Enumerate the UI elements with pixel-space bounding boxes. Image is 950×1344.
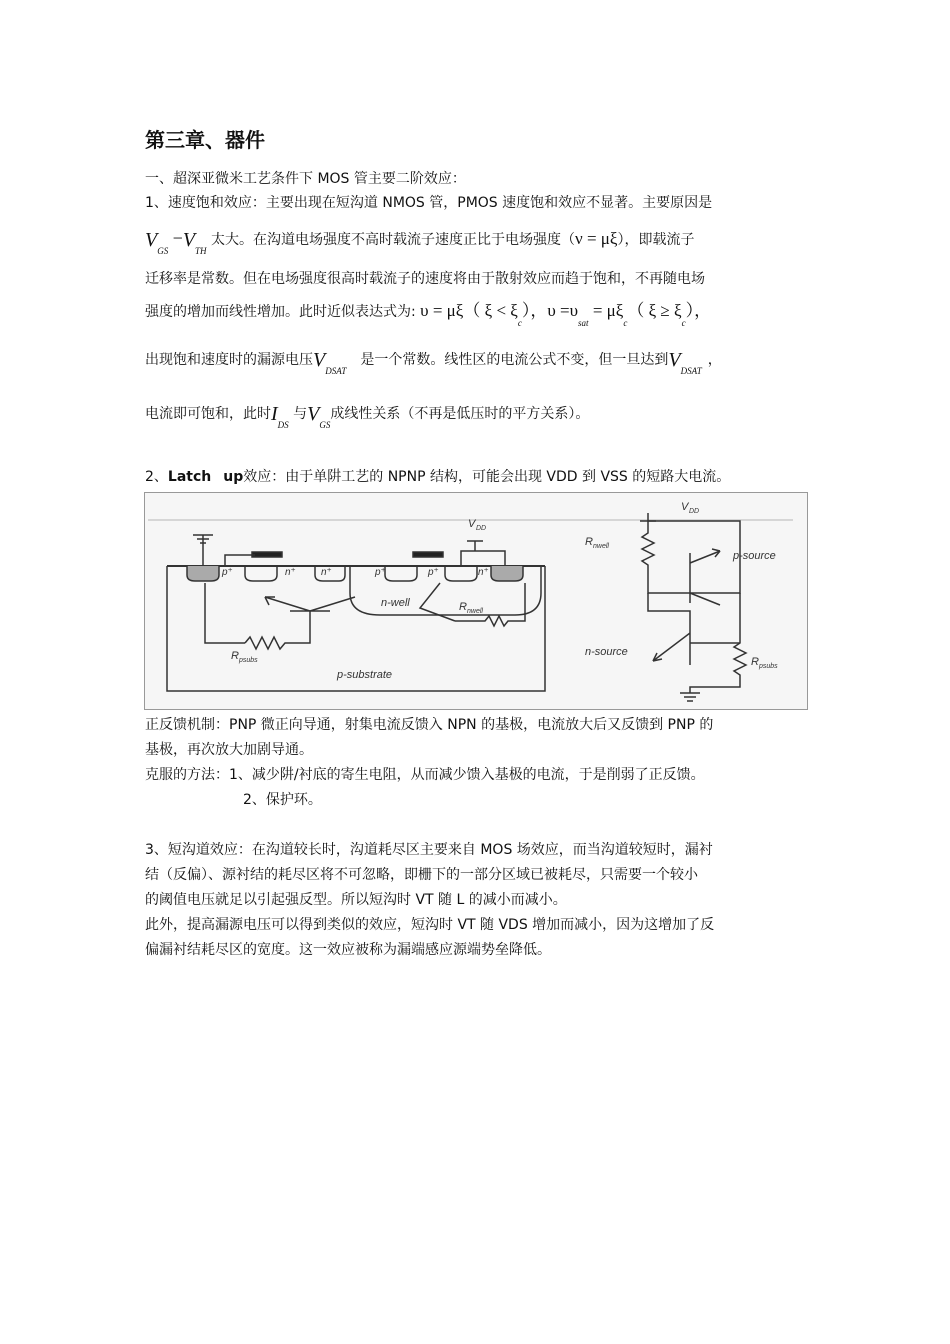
line2-text: 太大。在沟道电场强度不高时载流子速度正比于电场强度（ [211, 232, 576, 248]
label-rpsubs: R [751, 656, 759, 668]
label-rnwell: R [585, 536, 593, 548]
symbol-v: V [307, 403, 320, 425]
label-vdd: V [468, 518, 476, 530]
comma: ， [707, 352, 722, 368]
formula-part3: = μξ [588, 301, 624, 320]
velocity-saturation-line1: 1、速度饱和效应：主要出现在短沟道 NMOS 管，PMOS 速度饱和效应不显著。主要原因是 [145, 195, 713, 211]
short-channel-line4: 此外，提高漏源电压可以得到类似的效应，短沟时 VT 随 VDS 增加而减小，因为这增加了反 [145, 917, 715, 933]
rnwell-branch [642, 521, 740, 593]
method-line1: 克服的方法：1、减少阱/衬底的寄生电阻，从而减少馈入基极的电流，于是削弱了正反馈。 [145, 767, 705, 783]
label-p-substrate: p-substrate [337, 669, 393, 681]
label-vdd: V [681, 501, 689, 513]
equivalent-circuit [640, 513, 746, 701]
sub-dsat: DSAT [680, 366, 702, 376]
label-rpsubs: R [231, 650, 239, 662]
minus: − [172, 228, 183, 248]
vdd-contact-wire [461, 551, 505, 566]
contact-wire [225, 555, 255, 566]
velocity-saturation-line4 [145, 301, 712, 328]
label-vdd-sub: DD [476, 525, 487, 532]
label-nsource: n-source [585, 646, 628, 658]
latchup-line1-rest: 效应：由于单阱工艺的 NPNP 结构，可能会出现 VDD 到 VSS 的短路大电流。 [243, 469, 731, 485]
sub-ds: DS [277, 420, 289, 430]
p-plus-diffusion [445, 566, 477, 581]
formula-part2: ），υ =υ [521, 301, 579, 320]
sub-sat: sat [578, 318, 589, 328]
line6-text-a: 电流即可饱和，此时 [145, 406, 271, 422]
label-rpsubs-sub: psubs [239, 657, 258, 664]
cross-section-labels [221, 518, 489, 681]
latchup-figure [144, 492, 808, 710]
feedback-line1: 正反馈机制：PNP 微正向导通，射集电流反馈入 NPN 的基极，电流放大后又反馈到 PNP 的 [145, 717, 714, 733]
latchup-label-latch: Latch [167, 469, 212, 485]
short-channel-line2: 结（反偏）、源衬结的耗尽区将不可忽略，即栅下的一部分区域已被耗尽，只需要一个较小 [145, 867, 698, 883]
label-rnwell: R [459, 601, 467, 613]
circuit-ground [680, 693, 700, 701]
formula-part5: ）， [685, 301, 712, 320]
sub-c: c [623, 318, 628, 328]
velocity-saturation-line2 [145, 228, 695, 256]
symbol-v: V [182, 229, 196, 251]
vdd-terminal [467, 541, 483, 551]
p-plus-guard [187, 566, 219, 581]
latchup-label-up: up [223, 469, 244, 485]
sub-c: c [681, 318, 686, 328]
symbol-v: V [313, 349, 326, 371]
ground-symbol [193, 535, 213, 566]
line5-text-a: 出现饱和速度时的漏源电压 [145, 352, 313, 368]
sub-c: c [517, 318, 522, 328]
npn-circuit [648, 593, 740, 665]
short-channel-line5: 偏漏衬结耗尽区的宽度。这一效应被称为漏端感应源端势垒降低。 [145, 942, 551, 958]
short-channel-line3: 的阈值电压就足以引起强反型。所以短沟时 VT 随 L 的减小而减小。 [145, 892, 567, 908]
velocity-saturation-line6 [145, 402, 590, 430]
label-p-plus: p⁺ [428, 567, 439, 578]
label-p-plus: p⁺ [375, 567, 386, 578]
label-nwell: n-well [381, 597, 410, 609]
chapter-title: 第三章、器件 [145, 128, 265, 152]
gate [413, 552, 443, 557]
label-vdd-sub: DD [689, 508, 700, 515]
symbol-v: V [668, 349, 681, 371]
line5-text-b: 是一个常数。线性区的电流公式不变，但一旦达到 [360, 352, 669, 368]
sub-gs: GS [157, 246, 169, 256]
pnp-circuit [690, 551, 720, 605]
method-line2: 2、保护环。 [243, 792, 322, 808]
latchup-num: 2、 [145, 469, 168, 485]
label-psource: p-source [733, 550, 776, 562]
sub-dsat: DSAT [325, 366, 347, 376]
rpsubs-lead [205, 583, 245, 643]
sub-th: TH [195, 246, 207, 256]
line4-text: 强度的增加而线性增加。此时近似表达式为: [145, 304, 416, 320]
formula-part1: υ = μξ（ ξ < ξ [420, 301, 518, 320]
mobility-equation: ν = μξ [575, 229, 618, 248]
section1-heading: 一、超深亚微米工艺条件下 MOS 管主要二阶效应： [145, 171, 466, 187]
p-plus-diffusion [385, 566, 417, 581]
formula-part4: （ ξ ≥ ξ [627, 301, 682, 320]
velocity-saturation-line5 [145, 348, 722, 376]
feedback-line2: 基极，再次放大加剧导通。 [145, 742, 313, 758]
symbol-i: I [271, 403, 278, 425]
sub-gs: GS [319, 420, 331, 430]
line2-tail: ），即载流子 [617, 232, 695, 248]
label-n-plus: n⁺ [478, 567, 489, 578]
symbol-v: V [145, 229, 158, 251]
gate [252, 552, 282, 557]
latchup-line1 [145, 470, 730, 484]
label-rpsubs-sub: psubs [759, 663, 778, 670]
npn-collector [310, 597, 355, 611]
rpsubs-resistor [245, 611, 310, 649]
label-p-plus: p⁺ [222, 567, 233, 578]
label-n-plus: n⁺ [285, 567, 296, 578]
label-n-plus: n⁺ [321, 567, 332, 578]
n-plus-guard [491, 566, 523, 581]
n-plus-diffusion [245, 566, 277, 581]
circuit-labels [585, 501, 778, 670]
line6-text-b: 与 [293, 406, 308, 422]
label-rnwell-sub: nwell [467, 608, 483, 615]
npn-base [265, 597, 330, 611]
velocity-saturation-line3: 迁移率是常数。但在电场强度很高时载流子的速度将由于散射效应而趋于饱和，不再随电场 [145, 271, 705, 287]
short-channel-line1: 3、短沟道效应：在沟道较长时，沟道耗尽区主要来自 MOS 场效应，而当沟道较短时，漏衬 [145, 842, 713, 858]
cmos-cross-section [148, 520, 793, 691]
line6-text-c: 成线性关系（不再是低压时的平方关系）。 [330, 406, 590, 422]
label-rnwell-sub: nwell [593, 543, 609, 550]
